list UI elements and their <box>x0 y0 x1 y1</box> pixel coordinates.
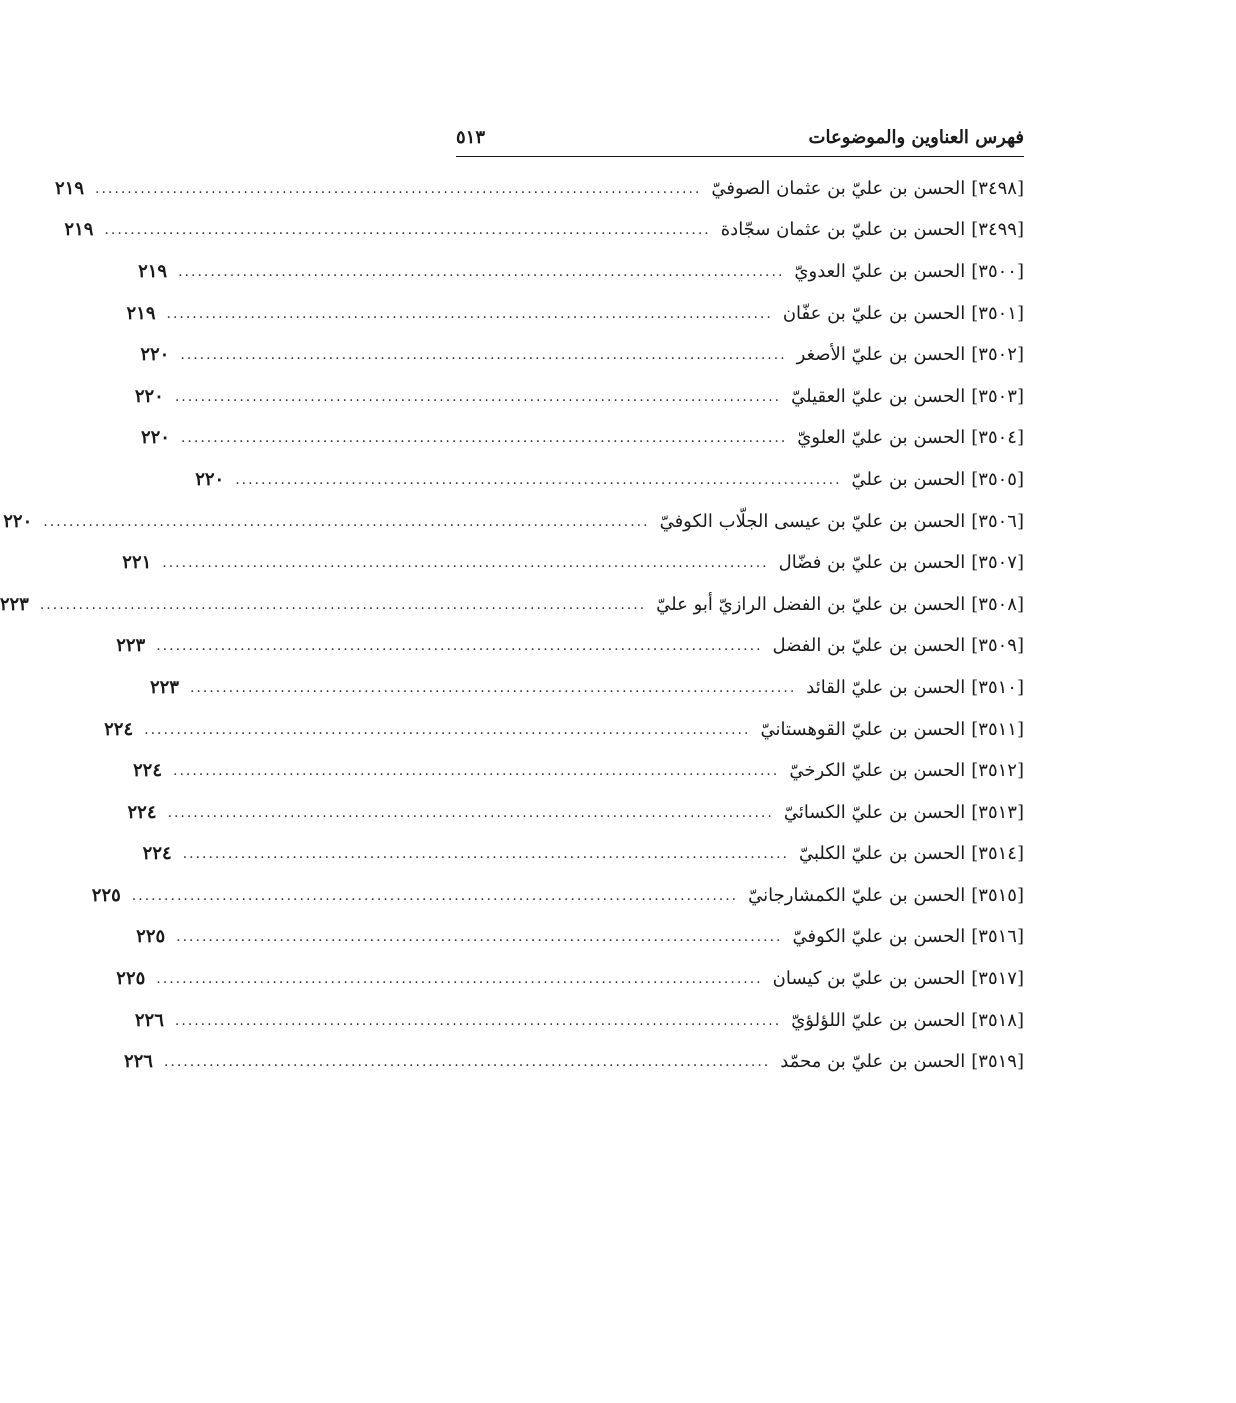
entry-title: الحسن بن عليّ الكسائيّ <box>783 801 966 823</box>
index-entry <box>134 376 1024 418</box>
entry-title: الحسن بن عليّ بن فضّال <box>778 552 966 574</box>
index-entry <box>104 709 1024 751</box>
running-title: فهرس العناوين والموضوعات <box>808 127 1024 148</box>
entry-page-number: ٢٢٥ <box>116 968 146 990</box>
index-entry <box>149 667 1024 709</box>
entry-page-number: ٢٢٥ <box>91 884 121 906</box>
entry-number: [٣٥١٦] <box>971 926 1024 948</box>
entry-title: الحسن بن عليّ الكمشارجانيّ <box>748 884 966 906</box>
index-entry <box>116 626 1024 668</box>
entry-title: الحسن بن عليّ بن عفّان <box>782 302 966 324</box>
entry-number: [٣٥١٨] <box>971 1009 1024 1031</box>
entry-page-number: ٢٢٦ <box>123 1051 153 1073</box>
entry-number: [٣٥١١] <box>971 718 1024 740</box>
index-entry <box>116 958 1024 1000</box>
entry-page-number: ٢٢٠ <box>195 468 225 490</box>
index-entry <box>64 210 1024 252</box>
entry-title: الحسن بن عليّ بن عثمان سجّادة <box>720 219 966 241</box>
dot-leader: .............................................................................................. <box>144 721 751 738</box>
entry-page-number: ٢١٩ <box>138 260 168 282</box>
index-entry <box>126 293 1024 335</box>
entry-page-number: ٢١٩ <box>126 302 156 324</box>
entry-number: [٣٥٠٨] <box>971 593 1024 615</box>
entry-title: الحسن بن عليّ بن عثمان الصوفيّ <box>711 177 966 199</box>
index-entry <box>142 834 1024 876</box>
entry-page-number: ٢٢٥ <box>136 926 166 948</box>
dot-leader: .............................................................................................. <box>166 305 773 322</box>
entry-number: [٣٥١٢] <box>971 760 1024 782</box>
dot-leader: .............................................................................................. <box>173 763 780 780</box>
entry-number: [٣٥٠٣] <box>971 385 1024 407</box>
entry-page-number: ٢٢٣ <box>116 635 146 657</box>
index-entry <box>136 917 1024 959</box>
dot-leader: .............................................................................................. <box>43 513 650 530</box>
entry-page-number: ٢٢١ <box>122 552 152 574</box>
entry-page-number: ٢٢٤ <box>142 843 172 865</box>
entry-page-number: ٢٢٠ <box>134 385 164 407</box>
entry-page-number: ٢٢٠ <box>140 427 170 449</box>
dot-leader: .............................................................................................. <box>182 846 789 863</box>
index-entry <box>3 501 1024 543</box>
running-header <box>456 120 1024 157</box>
index-entry <box>133 750 1024 792</box>
entry-page-number: ٢١٩ <box>64 219 94 241</box>
entry-title: الحسن بن عليّ بن كيسان <box>772 968 966 990</box>
dot-leader: .............................................................................................. <box>131 887 739 904</box>
entry-number: [٣٥٠٢] <box>971 344 1024 366</box>
entry-number: [٣٥١٤] <box>971 843 1024 865</box>
entry-title: الحسن بن عليّ العدويّ <box>794 260 966 282</box>
entry-number: [٣٥٠١] <box>971 302 1024 324</box>
entry-title: الحسن بن عليّ القوهستانيّ <box>760 718 966 740</box>
dot-leader: .............................................................................................. <box>180 347 787 364</box>
dot-leader: .............................................................................................. <box>176 929 783 946</box>
entry-page-number: ٢٢٤ <box>127 801 157 823</box>
index-entry <box>127 792 1024 834</box>
index-entry <box>0 584 1024 626</box>
entry-number: [٣٥١٩] <box>971 1051 1024 1073</box>
dot-leader: .............................................................................................. <box>174 388 782 405</box>
dot-leader: .............................................................................................. <box>180 430 788 447</box>
dot-leader: .............................................................................................. <box>104 222 711 239</box>
dot-leader: .............................................................................................. <box>178 263 785 280</box>
index-entry <box>140 418 1024 460</box>
dot-leader: .............................................................................................. <box>235 471 842 488</box>
index-entry <box>91 875 1024 917</box>
dot-leader: .............................................................................................. <box>189 679 797 696</box>
entry-page-number: ٢٢٤ <box>133 760 163 782</box>
dot-leader: .............................................................................................. <box>163 1054 771 1071</box>
page-number: ٥١٣ <box>456 127 486 148</box>
entry-title: الحسن بن عليّ العلويّ <box>797 427 966 449</box>
entry-number: [٣٥٠٥] <box>971 468 1024 490</box>
entry-number: [٣٤٩٩] <box>971 219 1024 241</box>
entry-number: [٣٥٠٦] <box>971 510 1024 532</box>
dot-leader: .............................................................................................. <box>167 804 774 821</box>
index-entry <box>55 168 1024 210</box>
entry-number: [٣٥١٧] <box>971 968 1024 990</box>
entry-number: [٣٤٩٨] <box>971 177 1024 199</box>
index-entry <box>123 1041 1024 1083</box>
index-entry <box>122 542 1024 584</box>
entry-page-number: ٢٢٣ <box>0 593 29 615</box>
entry-page-number: ٢٢٠ <box>140 344 170 366</box>
dot-leader: .............................................................................................. <box>95 180 702 197</box>
entry-title: الحسن بن عليّ العقيليّ <box>791 385 966 407</box>
index-entry <box>195 459 1024 501</box>
entry-title: الحسن بن عليّ الأصغر <box>796 344 966 366</box>
entry-title: الحسن بن عليّ بن الفضل <box>772 635 966 657</box>
entry-number: [٣٥١٥] <box>971 884 1024 906</box>
entry-number: [٣٥١٣] <box>971 801 1024 823</box>
entry-page-number: ٢١٩ <box>55 177 85 199</box>
entry-page-number: ٢٢٦ <box>134 1009 164 1031</box>
entry-title: الحسن بن عليّ الكوفيّ <box>792 926 966 948</box>
entry-number: [٣٥١٠] <box>971 676 1024 698</box>
entry-number: [٣٥٠٧] <box>971 552 1024 574</box>
index-entry <box>134 1000 1024 1042</box>
index-entry-list <box>0 168 1024 1083</box>
dot-leader: .............................................................................................. <box>174 1012 782 1029</box>
dot-leader: .............................................................................................. <box>162 555 769 572</box>
entry-page-number: ٢٢٠ <box>3 510 33 532</box>
entry-title: الحسن بن عليّ بن محمّد <box>780 1051 966 1073</box>
entry-title: الحسن بن عليّ <box>851 468 966 490</box>
entry-title: الحسن بن عليّ الكلبيّ <box>799 843 966 865</box>
entry-title: الحسن بن عليّ اللؤلؤيّ <box>791 1009 966 1031</box>
entry-title: الحسن بن عليّ الكرخيّ <box>789 760 966 782</box>
index-entry <box>138 251 1024 293</box>
dot-leader: .............................................................................................. <box>156 638 763 655</box>
dot-leader: .............................................................................................. <box>39 596 647 613</box>
entry-number: [٣٥٠٩] <box>971 635 1024 657</box>
entry-page-number: ٢٢٤ <box>104 718 134 740</box>
entry-number: [٣٥٠٠] <box>971 260 1024 282</box>
entry-title: الحسن بن عليّ بن عيسى الجلّاب الكوفيّ <box>659 510 966 532</box>
entry-title: الحسن بن عليّ بن الفضل الرازيّ أبو عليّ <box>656 593 966 615</box>
entry-page-number: ٢٢٣ <box>149 676 179 698</box>
entry-title: الحسن بن عليّ القائد <box>806 676 966 698</box>
entry-number: [٣٥٠٤] <box>971 427 1024 449</box>
index-entry <box>140 334 1024 376</box>
dot-leader: .............................................................................................. <box>156 971 763 988</box>
